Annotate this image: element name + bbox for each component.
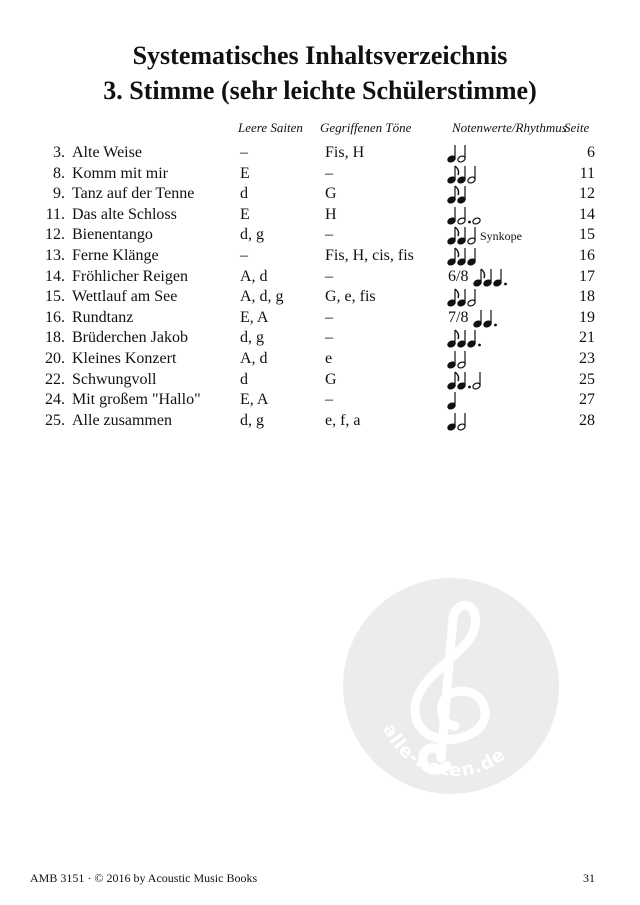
toc-row[interactable] <box>0 206 640 227</box>
entry-open-strings: – <box>240 247 248 264</box>
toc-row[interactable] <box>0 309 640 330</box>
entry-fingered-notes: G <box>325 370 337 388</box>
footer-copyright: AMB 3151 · © 2016 by Acoustic Music Books <box>30 871 258 885</box>
title-line-1: Systematisches Inhaltsverzeichnis <box>132 41 508 70</box>
entry-title: Fröhlicher Reigen <box>72 267 188 285</box>
toc-row[interactable] <box>0 329 640 350</box>
column-header-fingered-notes: Gegriffenen Töne <box>320 120 412 135</box>
watermark-text: alle-noten.de <box>378 720 510 782</box>
entry-page: 14 <box>579 205 595 223</box>
entry-fingered-notes: e <box>325 350 333 367</box>
entry-open-strings: d <box>240 370 248 388</box>
entry-page: 17 <box>579 267 595 285</box>
entry-page: 12 <box>579 185 595 203</box>
column-header-open-strings: Leere Saiten <box>238 120 303 135</box>
entry-open-strings: E, A <box>240 308 269 326</box>
entry-number: 3. <box>53 144 65 161</box>
entry-page: 18 <box>579 288 595 306</box>
entry-page: 23 <box>579 350 595 367</box>
toc-row[interactable] <box>0 391 640 412</box>
entry-number: 24. <box>45 391 65 409</box>
entry-title: Brüderchen Jakob <box>72 329 188 347</box>
entry-number: 13. <box>45 247 65 264</box>
entry-open-strings: E, A <box>240 391 269 409</box>
entry-number: 15. <box>45 288 65 306</box>
entry-page: 16 <box>579 247 595 264</box>
entry-fingered-notes: H <box>325 205 337 223</box>
toc-row[interactable] <box>0 226 640 247</box>
watermark <box>343 578 559 794</box>
entry-title: Tanz auf der Tenne <box>72 185 195 203</box>
entry-number: 11. <box>45 205 65 223</box>
rhythm-label: Synkope <box>480 229 522 244</box>
entry-page: 21 <box>579 329 595 347</box>
entry-number: 25. <box>45 411 65 429</box>
toc-row[interactable] <box>0 144 640 165</box>
entry-open-strings: d <box>240 185 248 203</box>
entry-fingered-notes: Fis, H <box>325 144 365 161</box>
rhythm-notes <box>448 408 528 434</box>
entry-title: Alle zusammen <box>72 411 172 429</box>
entry-page: 25 <box>579 370 595 388</box>
entry-open-strings: A, d <box>240 267 268 285</box>
toc-row[interactable] <box>0 412 640 433</box>
entry-open-strings: A, d <box>240 350 268 367</box>
column-header-note-values: Notenwerte/Rhythmus <box>452 120 567 135</box>
toc-row[interactable] <box>0 165 640 186</box>
half-note-icon <box>457 413 466 431</box>
quarter-note-icon <box>447 413 456 431</box>
footer-page-number: 31 <box>583 871 595 885</box>
entry-number: 22. <box>45 370 65 388</box>
eighth-note-icon <box>447 289 459 307</box>
entry-title: Alte Weise <box>72 144 142 161</box>
entry-fingered-notes: – <box>325 329 333 347</box>
toc-row[interactable] <box>0 185 640 206</box>
entry-page: 27 <box>579 391 595 409</box>
toc-row[interactable] <box>0 350 640 371</box>
entry-open-strings: E <box>240 205 250 223</box>
time-signature: 7/8 <box>448 308 469 326</box>
entry-page: 11 <box>579 164 595 182</box>
toc-row[interactable] <box>0 268 640 289</box>
entry-page: 6 <box>587 144 595 161</box>
entry-number: 20. <box>45 350 65 367</box>
entry-fingered-notes: G <box>325 185 337 203</box>
entry-title: Schwungvoll <box>72 370 157 388</box>
column-header-page: Seite <box>564 120 590 135</box>
entry-number: 8. <box>53 164 65 182</box>
entry-fingered-notes: G, e, fis <box>325 288 376 306</box>
page-title <box>0 38 640 108</box>
entry-title: Bienentango <box>72 226 153 244</box>
eighth-note-icon <box>447 248 459 266</box>
entry-number: 18. <box>45 329 65 347</box>
entry-fingered-notes: – <box>325 308 333 326</box>
entry-open-strings: A, d, g <box>240 288 284 306</box>
entry-title: Mit großem "Hallo" <box>72 391 201 409</box>
entry-fingered-notes: – <box>325 267 333 285</box>
title-line-2: 3. Stimme (sehr leichte Schülerstimme) <box>103 76 537 105</box>
entry-number: 9. <box>53 185 65 203</box>
entry-fingered-notes: – <box>325 391 333 409</box>
entry-number: 16. <box>45 308 65 326</box>
entry-title: Komm mit mir <box>72 164 168 182</box>
entry-title: Kleines Konzert <box>72 350 177 367</box>
time-signature: 6/8 <box>448 267 469 285</box>
entry-title: Ferne Klänge <box>72 247 159 264</box>
entry-open-strings: E <box>240 164 250 182</box>
entry-open-strings: – <box>240 144 248 161</box>
entry-title: Rundtanz <box>72 308 134 326</box>
entry-title: Das alte Schloss <box>72 205 177 223</box>
entry-page: 28 <box>579 411 595 429</box>
toc-row[interactable] <box>0 371 640 392</box>
entry-page: 15 <box>579 226 595 244</box>
entry-open-strings: d, g <box>240 411 264 429</box>
entry-number: 12. <box>45 226 65 244</box>
entry-page: 19 <box>579 308 595 326</box>
entry-title: Wettlauf am See <box>72 288 178 306</box>
entry-fingered-notes: e, f, a <box>325 411 361 429</box>
entry-fingered-notes: – <box>325 226 333 244</box>
entry-fingered-notes: – <box>325 164 333 182</box>
entry-open-strings: d, g <box>240 226 264 244</box>
entry-open-strings: d, g <box>240 329 264 347</box>
entry-number: 14. <box>45 267 65 285</box>
entry-fingered-notes: Fis, H, cis, fis <box>325 247 414 264</box>
